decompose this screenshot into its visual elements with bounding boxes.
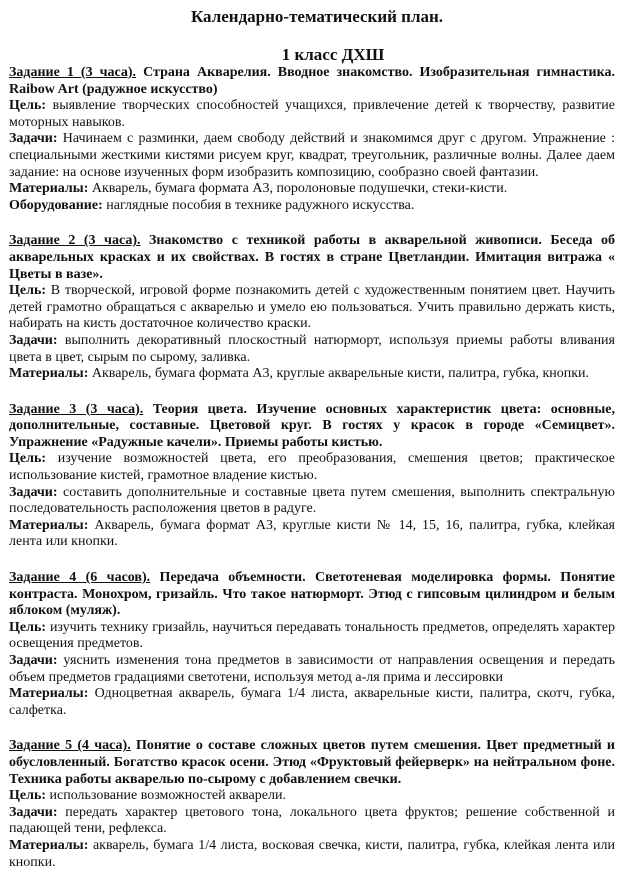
- goal-text: В творческой, игровой форме познакомить детей с художественным понятием цвет. Научить детей грамотно обращаться с акварелью и умело ею пользоваться. Учить правильно держать кисть, набирать на кисть достаточное количество краски.: [9, 283, 615, 332]
- goal-text: изучение возможностей цвета, его преобразования, смешения цветов; практическое использование кистей, грамотное владение кистью.: [9, 451, 615, 484]
- materials-text: Акварель, бумага формат А3, круглые кисти № 14, 15, 16, палитра, губка, клейкая лента или кнопки.: [9, 517, 615, 550]
- tasks-label: Задачи:: [9, 332, 58, 348]
- goal-label: Цель:: [9, 451, 47, 467]
- equipment-text: наглядные пособия в технике радужного искусства.: [102, 197, 415, 213]
- task-materials: [9, 181, 615, 198]
- task-goal: [9, 451, 615, 484]
- task-topic: Передача объемности. Светотеневая моделировка формы. Понятие контраста. Монохром, гризайль. Что такое натюрморт. Этюд с гипсовым цилиндром и белым яблоком (муляж).: [9, 570, 615, 619]
- materials-label: Материалы:: [9, 837, 89, 853]
- tasks-label: Задачи:: [9, 653, 58, 668]
- goal-text: выявление творческих способностей учащихся, привлечение детей к творчеству, развитие моторных навыков.: [9, 98, 615, 130]
- materials-label: Материалы:: [9, 366, 89, 382]
- goal-text: использование возможностей акварели.: [46, 788, 286, 804]
- tasks-text: выполнить декоративный плоскостный натюрморт, используя приемы работы вливания цвета в цвет, сырым по сырому, заливка.: [9, 332, 615, 365]
- task-heading: [9, 570, 615, 620]
- task-1: [9, 65, 615, 214]
- materials-label: Материалы:: [9, 181, 89, 197]
- task-topic: Теория цвета. Изучение основных характеристик цвета: основные, дополнительные, составные. Цветовой круг. В гостях у красок в городе «Семицвет». Упражнение «Радужные качели». Приемы работы кистью.: [9, 401, 615, 450]
- task-goal: [9, 283, 615, 333]
- task-objectives: [9, 131, 615, 181]
- tasks-text: передать характер цветового тона, локального цвета фруктов; решение собственной и падающей тени, рефлекса.: [9, 804, 615, 837]
- document-title: Календарно-тематический план.: [190, 7, 444, 26]
- tasks-label: Задачи:: [9, 131, 58, 147]
- materials-text: Акварель, бумага формата А3, поролоновые подушечки, стеки-кисти.: [88, 181, 508, 197]
- task-number: Задание 1 (3 часа).: [9, 65, 137, 80]
- materials-label: Материалы:: [9, 517, 89, 533]
- tasks-text: уяснить изменения тона предметов в зависимости от направления освещения и передать объем предметов градациями светотени, используя метод а-ля прима и лессировки: [9, 653, 615, 685]
- materials-text: акварель, бумага 1/4 листа, восковая свечка, кисти, палитра, губка, клейкая лента или кнопки.: [9, 837, 615, 870]
- task-topic: Знакомство с техникой работы в акварельной живописи. Беседа об акварельных красках и их свойствах. В гостях в стране Цветландии. Имитация витража « Цветы в вазе».: [9, 233, 615, 282]
- tasks-text: составить дополнительные и составные цвета путем смешения, выполнить спектральную последовательность расположения цветов в радуге.: [9, 484, 615, 517]
- tasks-label: Задачи:: [9, 484, 58, 500]
- task-number: Задание 4 (6 часов).: [9, 570, 151, 586]
- tasks-label: Задачи:: [9, 804, 58, 820]
- task-5: [9, 738, 615, 871]
- task-materials: [9, 838, 615, 871]
- tasks-text: Начинаем с разминки, даем свободу действий и знакомимся друг с другом. Упражнение : специальными жесткими кистями рисуем круг, квадрат, треугольник, различные волны. Далее даем задание: на основе изученных форм изобразить композицию, сообразно своей фантазии.: [9, 131, 615, 180]
- task-4: [9, 570, 615, 719]
- task-objectives: [9, 805, 615, 838]
- goal-label: Цель:: [9, 788, 47, 804]
- task-heading: [9, 233, 615, 283]
- task-heading: [9, 65, 615, 98]
- task-objectives: [9, 485, 615, 518]
- goal-label: Цель:: [9, 283, 47, 299]
- task-3: [9, 402, 615, 551]
- task-number: Задание 3 (3 часа).: [9, 401, 144, 417]
- task-objectives: [9, 653, 615, 686]
- task-topic: Страна Акварелия. Вводное знакомство. Изобразительная гимнастика. Raibow Art (радужное искусство): [9, 65, 615, 97]
- task-objectives: [9, 333, 615, 366]
- task-heading: [9, 402, 615, 452]
- task-2: [9, 233, 615, 382]
- task-goal: [9, 98, 615, 131]
- task-number: Задание 5 (4 часа).: [9, 738, 131, 754]
- materials-text: Одноцветная акварель, бумага 1/4 листа, акварельные кисти, палитра, скотч, губка, салфетка.: [9, 686, 615, 718]
- goal-text: изучить технику гризайль, научиться передавать тональность предметов, определять характер освещения предметов.: [9, 619, 615, 652]
- goal-label: Цель:: [9, 98, 47, 114]
- task-heading: [9, 738, 615, 788]
- task-goal: [9, 620, 615, 653]
- task-topic: Понятие о составе сложных цветов путем смешения. Цвет предметный и обусловленный. Богатство красок осени. Этюд «Фруктовый фейерверк» на нейтральном фоне. Техника работы акварелью по-сырому с добавлением свечки.: [9, 738, 615, 787]
- class-title: 1 класс ДХШ: [281, 45, 385, 64]
- task-goal: [9, 788, 615, 805]
- task-equipment: [9, 198, 615, 215]
- goal-label: Цель:: [9, 619, 47, 635]
- task-materials: [9, 518, 615, 551]
- equipment-label: Оборудование:: [9, 197, 103, 213]
- materials-label: Материалы:: [9, 686, 89, 702]
- materials-text: Акварель, бумага формата А3, круглые акварельные кисти, палитра, губка, кнопки.: [88, 366, 590, 382]
- task-materials: [9, 686, 615, 719]
- task-number: Задание 2 (3 часа).: [9, 233, 141, 249]
- task-materials: [9, 366, 615, 383]
